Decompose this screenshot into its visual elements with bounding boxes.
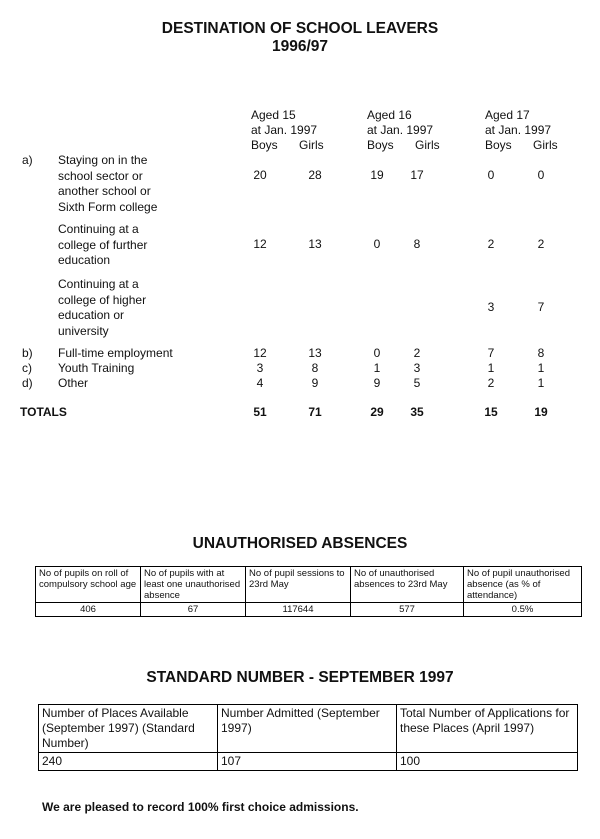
standard-header-row: [39, 705, 578, 753]
standard-value-row: [39, 753, 578, 771]
group-boys-label: Boys: [251, 138, 278, 152]
row-letter: b): [22, 346, 33, 360]
data-cell: 4: [256, 376, 264, 390]
data-cell: 3: [256, 361, 264, 375]
absences-value-cell: 117644: [246, 603, 351, 617]
data-cell: 0: [487, 168, 495, 182]
absences-value-cell: 577: [351, 603, 464, 617]
data-cell: 8: [413, 237, 421, 251]
data-cell: 13: [308, 346, 322, 360]
data-cell: 12: [253, 346, 267, 360]
row-letter: d): [22, 376, 33, 390]
data-cell: 2: [487, 376, 495, 390]
group-date-label: at Jan. 1997: [367, 123, 434, 137]
data-cell: 19: [370, 168, 384, 182]
absences-header-cell: No of pupils on roll of compulsory school age: [36, 567, 141, 603]
absences-value-cell: 0.5%: [464, 603, 582, 617]
row-label-line: another school or: [58, 184, 151, 198]
data-cell: 20: [253, 168, 267, 182]
standard-value-cell: 100: [397, 753, 578, 771]
row-label-line: college of further: [58, 237, 148, 252]
row-label-line: college of higher: [58, 292, 147, 307]
data-cell: 17: [410, 168, 424, 182]
data-cell: 1: [373, 361, 381, 375]
page-subtitle: 1996/97: [271, 38, 329, 55]
data-cell: 0: [373, 346, 381, 360]
absences-value-cell: 406: [36, 603, 141, 617]
total-cell: 71: [308, 405, 322, 419]
absences-header-cell: No of pupils with at least one unauthorised absence: [141, 567, 246, 603]
row-label-line: Sixth Form college: [58, 199, 158, 214]
total-cell: 29: [370, 405, 384, 419]
data-cell: 2: [413, 346, 421, 360]
standard-value-cell: 240: [39, 753, 218, 771]
group-date-label: at Jan. 1997: [485, 123, 552, 137]
data-cell: 7: [487, 346, 495, 360]
row-label-line: education: [58, 253, 111, 267]
data-cell: 28: [308, 168, 322, 182]
data-cell: 3: [487, 300, 495, 314]
group-boys-label: Boys: [367, 138, 394, 152]
footer-note: We are pleased to record 100% first choice admissions.: [42, 800, 359, 814]
group-boys-label: Boys: [485, 138, 512, 152]
total-cell: 19: [534, 405, 548, 419]
total-cell: 15: [484, 405, 498, 419]
group-girls-label: Girls: [533, 138, 558, 152]
absences-header-cell: No of unauthorised absences to 23rd May: [351, 567, 464, 603]
standard-header-cell: Number Admitted (September 1997): [218, 705, 397, 753]
row-label-line: Continuing at a: [58, 277, 139, 291]
absences-header-row: [36, 567, 582, 603]
group-age-label: Aged 16: [367, 108, 412, 122]
total-cell: 35: [410, 405, 424, 419]
group-age-label: Aged 17: [485, 108, 530, 122]
standard-table: [38, 704, 578, 771]
data-cell: 5: [413, 376, 421, 390]
totals-label: TOTALS: [20, 405, 67, 419]
standard-value-cell: 107: [218, 753, 397, 771]
absences-header-cell: No of pupil unauthorised absence (as % of attendance): [464, 567, 582, 603]
data-cell: 3: [413, 361, 421, 375]
row-letter: a): [22, 153, 33, 167]
group-age-label: Aged 15: [251, 108, 296, 122]
absences-title: UNAUTHORISED ABSENCES: [192, 535, 408, 552]
row-label-line: Other: [58, 376, 89, 390]
row-label-line: Staying on in the: [58, 153, 148, 167]
data-cell: 8: [311, 361, 319, 375]
data-cell: 1: [537, 361, 545, 375]
absences-header-cell: No of pupil sessions to 23rd May: [246, 567, 351, 603]
data-cell: 1: [487, 361, 495, 375]
data-cell: 0: [537, 168, 545, 182]
row-label-line: university: [58, 323, 109, 338]
data-cell: 7: [537, 300, 545, 314]
data-cell: 2: [537, 237, 545, 251]
standard-title: STANDARD NUMBER - SEPTEMBER 1997: [146, 669, 454, 686]
row-label-line: education or: [58, 308, 125, 322]
data-cell: 13: [308, 237, 322, 251]
group-girls-label: Girls: [299, 138, 324, 152]
absences-value-row: [36, 603, 582, 617]
row-label-line: Youth Training: [58, 361, 135, 375]
absences-value-cell: 67: [141, 603, 246, 617]
standard-header-cell: Total Number of Applications for these Places (April 1997): [397, 705, 578, 753]
data-cell: 1: [537, 376, 545, 390]
data-cell: 9: [373, 376, 381, 390]
group-date-label: at Jan. 1997: [251, 123, 318, 137]
row-letter: c): [22, 361, 32, 375]
data-cell: 12: [253, 237, 267, 251]
row-label-line: Continuing at a: [58, 222, 139, 236]
page-title: DESTINATION OF SCHOOL LEAVERS: [161, 20, 439, 37]
data-cell: 9: [311, 376, 319, 390]
data-cell: 8: [537, 346, 545, 360]
data-cell: 2: [487, 237, 495, 251]
row-label-line: Full-time employment: [58, 346, 173, 360]
total-cell: 51: [253, 405, 267, 419]
standard-header-cell: Number of Places Available (September 1997) (Standard Number): [39, 705, 218, 753]
group-girls-label: Girls: [415, 138, 440, 152]
data-cell: 0: [373, 237, 381, 251]
absences-table: [35, 566, 582, 617]
row-label-line: school sector or: [58, 168, 143, 183]
